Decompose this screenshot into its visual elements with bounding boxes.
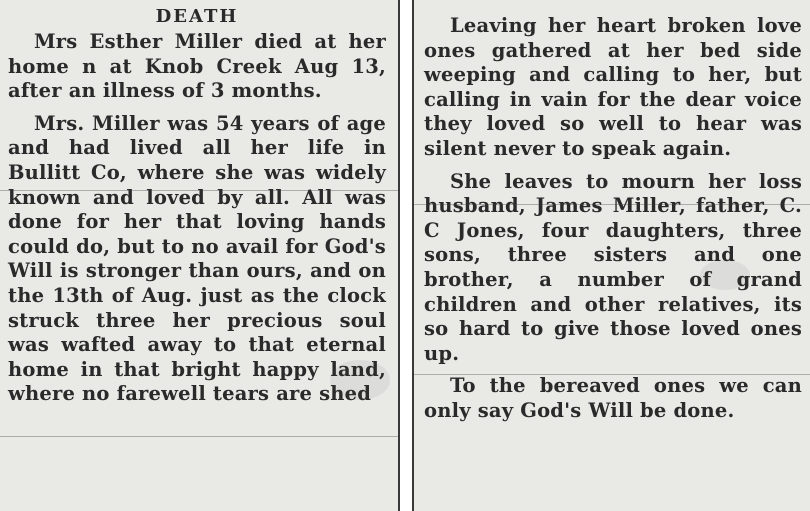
scan-line [0, 190, 400, 191]
left-column [0, 0, 400, 511]
paragraph-2: Mrs. Miller was 54 years of age and had lived all her life in Bullitt Co, where she was widely known and loved by all. All was done for her that loving hands could do, but to no avail for God's Will is stronger than ours, and on the 13th of Aug. just as the clock struck three her precious soul was wafted away to that eternal home in that bright happy land, where no farewell tears are shed [8, 111, 386, 406]
headline: DEATH [155, 6, 239, 27]
paragraph-4: She leaves to mourn her loss husband, James Miller, father, C. C Jones, four daughters, three sons, three sisters and one brother, a number of grand children and other relatives, its so hard to give those loved ones up. [424, 169, 802, 365]
paragraph-3: Leaving her heart broken love ones gathered at her bed side weeping and calling to her, but calling in vain for the dear voice they loved so well to hear was silent never to speak again. [424, 14, 802, 160]
column-gutter [400, 0, 412, 511]
paragraph-1: Mrs Esther Miller died at her home n at Knob Creek Aug 13, after an illness of 3 months. [8, 30, 386, 103]
smudge [330, 360, 390, 400]
scan-line [0, 436, 400, 437]
paragraph-5: To the bereaved ones we can only say God's Will be done. [424, 374, 802, 422]
scan-line [412, 204, 810, 205]
right-column [412, 0, 810, 511]
scan-line [412, 374, 810, 375]
smudge [700, 260, 750, 290]
